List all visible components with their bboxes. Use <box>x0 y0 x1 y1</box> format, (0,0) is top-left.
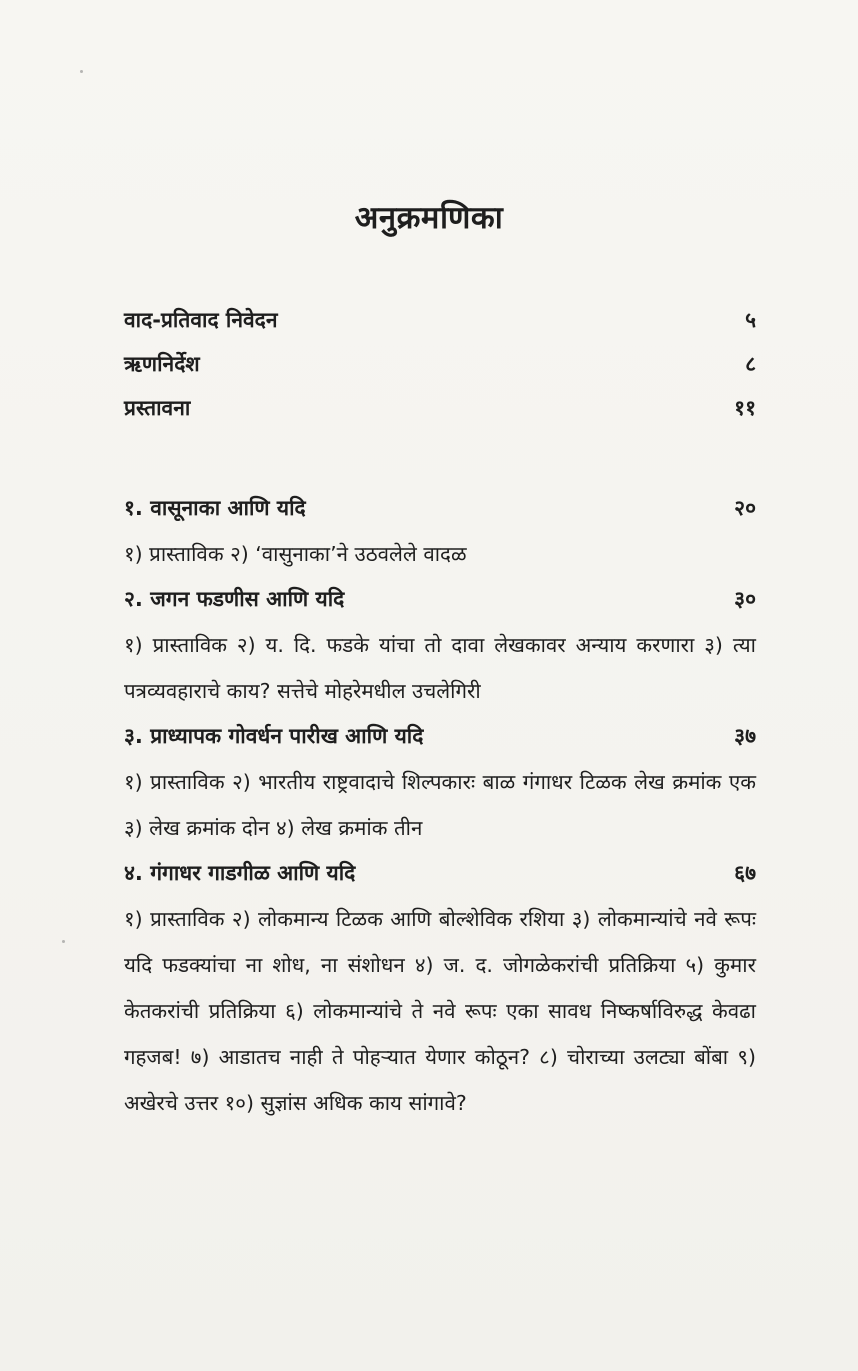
chapter-subtopics: १) प्रास्ताविक २) ‘वासुनाका’ने उठवलेले वादळ <box>124 542 467 566</box>
toc-front-entry <box>124 298 756 342</box>
chapter-subtopics: १) प्रास्ताविक २) लोकमान्य टिळक आणि बोल्शेविक रशिया ३) लोकमान्यांचे नवे रूपः यदि फडक्यांचा ना शोध, ना संशोधन ४) ज. द. जोगळेकरांची प्रतिक्रिया ५) कुमार केतकरांची प्रतिक्रिया ६) लोकमान्यांचे ते नवे रूपः एका सावध निष्कर्षाविरुद्ध केवढा गहजब! ७) आडातच नाही ते पोहऱ्यात येणार कोठून? ८) चोराच्या उलट्या बोंबा ९) अखेरचे उत्तर १०) सुज्ञांस अधिक काय सांगावे? <box>124 907 756 1115</box>
toc-entry-label: वाद-प्रतिवाद निवेदन <box>124 308 278 332</box>
chapter-page: ३७ <box>734 724 756 748</box>
toc-entry-page: ८ <box>745 352 756 376</box>
toc-chapter-heading <box>124 851 756 896</box>
toc-entry-label: प्रस्तावना <box>124 396 191 420</box>
toc-chapter-heading <box>124 486 756 531</box>
toc-entry-page: ५ <box>745 308 756 332</box>
chapter-page: ३० <box>734 587 756 611</box>
toc-front-entry <box>124 386 756 430</box>
paper-speck <box>80 70 83 73</box>
paper-speck <box>62 940 65 943</box>
chapter-subtopics: १) प्रास्ताविक २) य. दि. फडके यांचा तो दावा लेखकावर अन्याय करणारा ३) त्या पत्रव्यवहाराचे काय? सत्तेचे मोहरेमधील उचलेगिरी <box>124 633 756 703</box>
page-title: अनुक्रमणिका <box>354 200 504 236</box>
toc-entry-label: ऋणनिर्देश <box>124 352 200 376</box>
toc-chapter-heading <box>124 577 756 622</box>
chapter-subtopics: १) प्रास्ताविक २) भारतीय राष्ट्रवादाचे शिल्पकारः बाळ गंगाधर टिळक लेख क्रमांक एक ३) लेख क्रमांक दोन ४) लेख क्रमांक तीन <box>124 770 756 840</box>
chapter-page: २० <box>734 496 756 520</box>
chapter-title: २. जगन फडणीस आणि यदि <box>124 587 345 611</box>
chapter-title: ४. गंगाधर गाडगीळ आणि यदि <box>124 861 356 885</box>
chapter-page: ६७ <box>734 861 756 885</box>
section-gap <box>124 430 756 486</box>
toc-entry-page: ११ <box>734 396 756 420</box>
toc-chapter-heading <box>124 714 756 759</box>
chapter-title: ३. प्राध्यापक गोवर्धन पारीख आणि यदि <box>124 724 424 748</box>
chapter-title: १. वासूनाका आणि यदि <box>124 496 306 520</box>
toc-front-entry <box>124 342 756 386</box>
table-of-contents <box>124 298 756 1126</box>
